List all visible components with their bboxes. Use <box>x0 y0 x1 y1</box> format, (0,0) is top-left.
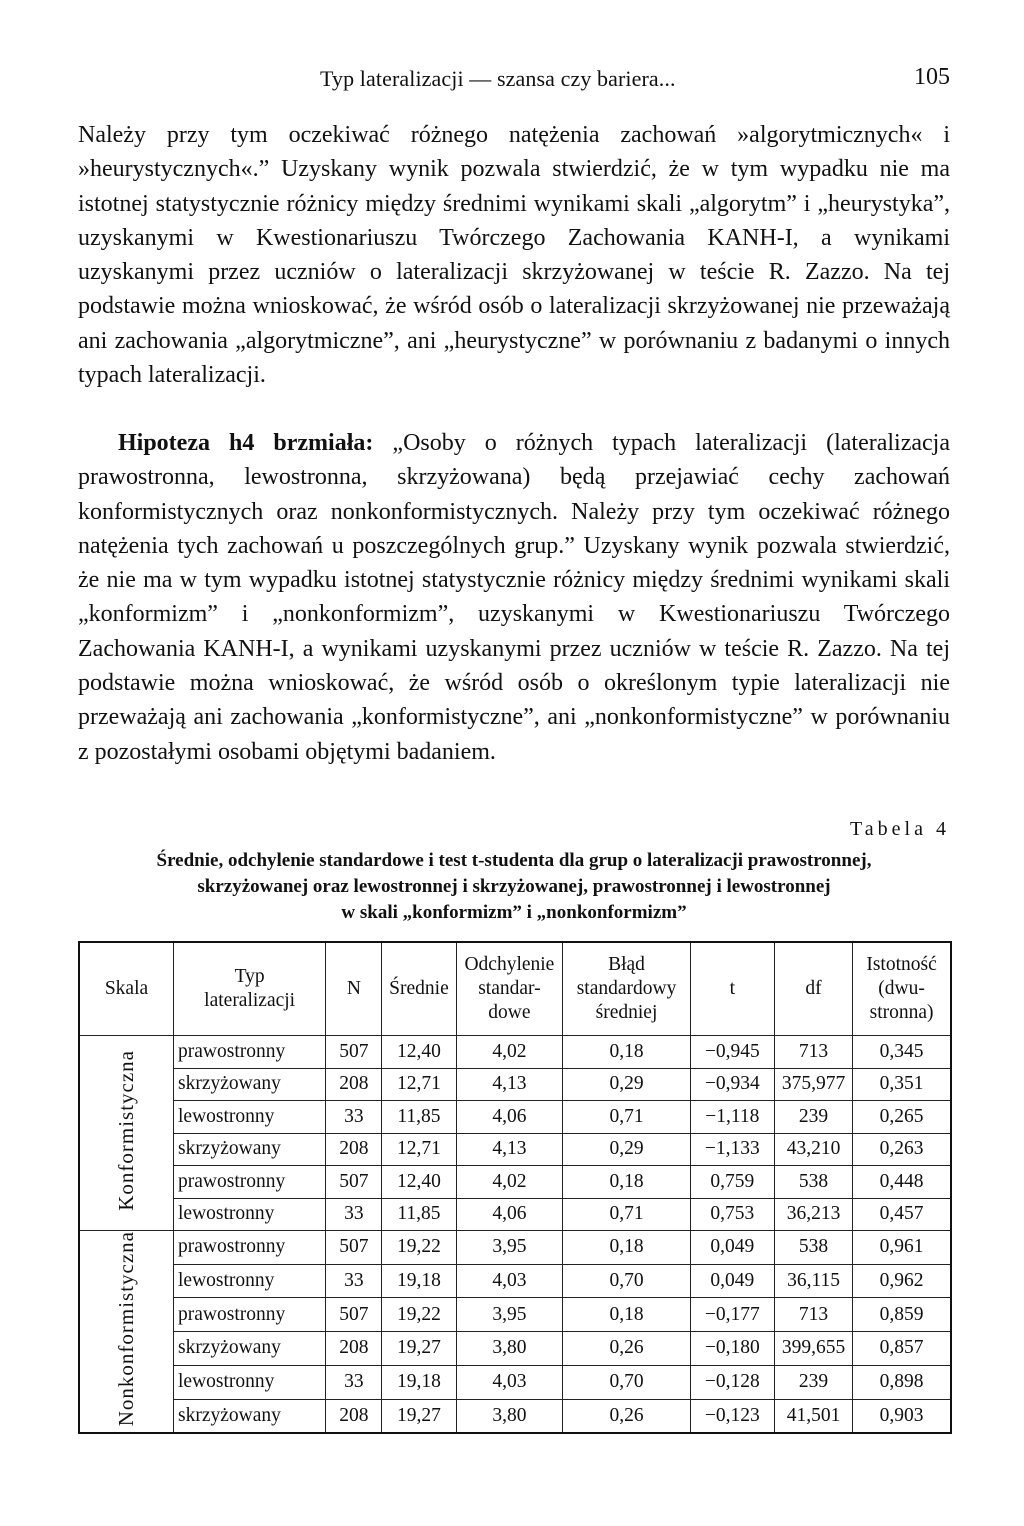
header-srednie: Średnie <box>382 942 456 1036</box>
cell-t: −0,945 <box>690 1036 774 1069</box>
cell-n: 507 <box>326 1231 382 1265</box>
cell-significance: 0,457 <box>853 1198 951 1231</box>
cell-type: lewostronny <box>174 1264 326 1298</box>
statistics-table <box>78 941 952 1434</box>
cell-mean: 19,22 <box>382 1298 456 1332</box>
table-row <box>79 1166 951 1199</box>
header-n: N <box>326 942 382 1036</box>
cell-se: 0,26 <box>563 1399 690 1433</box>
hypothesis-label: Hipoteza h4 brzmiała: <box>118 430 374 456</box>
running-title: Typ lateralizacji — szansa czy bariera... <box>320 66 676 91</box>
cell-mean: 19,22 <box>382 1231 456 1265</box>
cell-n: 208 <box>326 1399 382 1433</box>
cell-n: 208 <box>326 1332 382 1366</box>
table-row <box>79 1399 951 1433</box>
table-row <box>79 1198 951 1231</box>
table-number: Tabela 4 <box>849 818 950 840</box>
cell-se: 0,29 <box>563 1133 690 1166</box>
cell-sd: 4,03 <box>456 1365 563 1399</box>
cell-se: 0,71 <box>563 1198 690 1231</box>
caption-line: w skali „konformizm” i „nonkonformizm” <box>341 902 687 923</box>
cell-significance: 0,857 <box>853 1332 951 1366</box>
cell-type: lewostronny <box>174 1365 326 1399</box>
cell-mean: 19,18 <box>382 1365 456 1399</box>
cell-n: 208 <box>326 1133 382 1166</box>
cell-mean: 19,27 <box>382 1399 456 1433</box>
cell-sd: 4,06 <box>456 1198 563 1231</box>
cell-significance: 0,448 <box>853 1166 951 1199</box>
cell-mean: 12,71 <box>382 1068 456 1101</box>
table-body <box>79 1036 951 1434</box>
caption-line: skrzyżowanej oraz lewostronnej i skrzyżowanej, prawostronnej i lewostronnej <box>197 876 831 897</box>
cell-sd: 3,80 <box>456 1332 563 1366</box>
caption-line: Średnie, odchylenie standardowe i test t-studenta dla grup o lateralizacji prawostronnej, <box>156 850 872 871</box>
table-caption <box>78 848 950 926</box>
header-istotnosc: Istotność (dwu- stronna) <box>853 942 951 1036</box>
cell-mean: 12,71 <box>382 1133 456 1166</box>
cell-df: 41,501 <box>774 1399 852 1433</box>
cell-t: −0,123 <box>690 1399 774 1433</box>
header-skala: Skala <box>79 942 174 1036</box>
cell-mean: 12,40 <box>382 1166 456 1199</box>
cell-df: 36,213 <box>774 1198 852 1231</box>
cell-t: −0,128 <box>690 1365 774 1399</box>
cell-t: −0,177 <box>690 1298 774 1332</box>
cell-n: 33 <box>326 1198 382 1231</box>
table-row <box>79 1036 951 1069</box>
cell-n: 33 <box>326 1101 382 1134</box>
table-row <box>79 1298 951 1332</box>
cell-t: −1,133 <box>690 1133 774 1166</box>
cell-type: skrzyżowany <box>174 1399 326 1433</box>
scale-label: Konformistyczna <box>114 1049 138 1211</box>
cell-type: skrzyżowany <box>174 1332 326 1366</box>
cell-df: 375,977 <box>774 1068 852 1101</box>
cell-t: −0,180 <box>690 1332 774 1366</box>
cell-t: 0,759 <box>690 1166 774 1199</box>
cell-se: 0,70 <box>563 1365 690 1399</box>
cell-t: 0,049 <box>690 1264 774 1298</box>
table-row <box>79 1133 951 1166</box>
cell-type: prawostronny <box>174 1166 326 1199</box>
cell-n: 507 <box>326 1298 382 1332</box>
cell-n: 208 <box>326 1068 382 1101</box>
paragraph-1: Należy przy tym oczekiwać różnego natężenia zachowań »algorytmicznych« i »heurystycznych«.” Uzyskany wynik pozwala stwierdzić, że w tym wypadku nie ma istotnej statystycznie różnicy między średnimi wynikami skali „algorytm” i „heurystyka”, uzyskanymi w Kwestionariuszu Twórczego Zachowania KANH-I, a wynikami uzyskanymi przez uczniów o lateralizacji skrzyżowanej w teście R. Zazzo. Na tej podstawie można wnioskować, że wśród osób o lateralizacji skrzyżowanej nie przeważają ani zachowania „algorytmiczne”, ani „heurystyczne” w porównaniu z badanymi o innych typach lateralizacji. <box>78 122 950 389</box>
cell-type: lewostronny <box>174 1101 326 1134</box>
cell-se: 0,26 <box>563 1332 690 1366</box>
cell-df: 538 <box>774 1166 852 1199</box>
cell-df: 239 <box>774 1365 852 1399</box>
table-row <box>79 1365 951 1399</box>
cell-se: 0,70 <box>563 1264 690 1298</box>
cell-t: −1,118 <box>690 1101 774 1134</box>
cell-significance: 0,263 <box>853 1133 951 1166</box>
cell-n: 507 <box>326 1166 382 1199</box>
cell-n: 507 <box>326 1036 382 1069</box>
cell-sd: 4,13 <box>456 1068 563 1101</box>
cell-significance: 0,962 <box>853 1264 951 1298</box>
page-number: 105 <box>914 64 950 90</box>
cell-type: prawostronny <box>174 1231 326 1265</box>
cell-sd: 4,13 <box>456 1133 563 1166</box>
header-typ: Typ lateralizacji <box>174 942 326 1036</box>
cell-df: 713 <box>774 1298 852 1332</box>
cell-t: 0,753 <box>690 1198 774 1231</box>
cell-mean: 11,85 <box>382 1198 456 1231</box>
cell-sd: 4,03 <box>456 1264 563 1298</box>
running-head <box>78 66 950 98</box>
cell-df: 239 <box>774 1101 852 1134</box>
cell-type: prawostronny <box>174 1298 326 1332</box>
cell-sd: 4,06 <box>456 1101 563 1134</box>
cell-type: skrzyżowany <box>174 1133 326 1166</box>
cell-significance: 0,903 <box>853 1399 951 1433</box>
cell-significance: 0,345 <box>853 1036 951 1069</box>
header-odchylenie: Odchylenie standar- dowe <box>456 942 563 1036</box>
cell-sd: 4,02 <box>456 1166 563 1199</box>
table-row <box>79 1231 951 1265</box>
cell-se: 0,18 <box>563 1231 690 1265</box>
cell-sd: 4,02 <box>456 1036 563 1069</box>
cell-mean: 11,85 <box>382 1101 456 1134</box>
cell-se: 0,18 <box>563 1298 690 1332</box>
cell-significance: 0,351 <box>853 1068 951 1101</box>
cell-df: 43,210 <box>774 1133 852 1166</box>
cell-se: 0,29 <box>563 1068 690 1101</box>
cell-significance: 0,961 <box>853 1231 951 1265</box>
table-row <box>79 1264 951 1298</box>
cell-type: lewostronny <box>174 1198 326 1231</box>
cell-se: 0,18 <box>563 1036 690 1069</box>
cell-df: 713 <box>774 1036 852 1069</box>
cell-sd: 3,95 <box>456 1298 563 1332</box>
cell-se: 0,18 <box>563 1166 690 1199</box>
table-row <box>79 1101 951 1134</box>
cell-mean: 19,27 <box>382 1332 456 1366</box>
cell-mean: 19,18 <box>382 1264 456 1298</box>
scale-group-cell <box>79 1231 174 1434</box>
cell-n: 33 <box>326 1365 382 1399</box>
cell-se: 0,71 <box>563 1101 690 1134</box>
cell-significance: 0,898 <box>853 1365 951 1399</box>
header-t: t <box>690 942 774 1036</box>
cell-mean: 12,40 <box>382 1036 456 1069</box>
header-df: df <box>774 942 852 1036</box>
cell-significance: 0,859 <box>853 1298 951 1332</box>
cell-type: skrzyżowany <box>174 1068 326 1101</box>
cell-df: 399,655 <box>774 1332 852 1366</box>
header-blad: Błąd standardowy średniej <box>563 942 690 1036</box>
cell-t: −0,934 <box>690 1068 774 1101</box>
paragraph-2-body: „Osoby o różnych typach lateralizacji (lateralizacja prawostronna, lewostronna, skrzyżowana) będą przejawiać cechy zachowań konformistycznych oraz nonkonformistycznych. Należy przy tym oczekiwać różnego natężenia tych zachowań u poszczególnych grup.” Uzyskany wynik pozwala stwierdzić, że nie ma w tym wypadku istotnej statystycznie różnicy między średnimi wynikami skali „konformizm” i „nonkonformizm”, uzyskanymi w Kwestionariuszu Twórczego Zachowania KANH-I, a wynikami uzyskanymi przez uczniów w teście R. Zazzo. Na tej podstawie można wnioskować, że wśród osób o określonym typie lateralizacji nie przeważają ani zachowania „konformistyczne”, ani „nonkonformistyczne” w porównaniu z pozostałymi osobami objętymi badaniem. <box>78 430 950 765</box>
paragraph-2 <box>78 426 950 769</box>
cell-t: 0,049 <box>690 1231 774 1265</box>
scale-group-cell <box>79 1036 174 1231</box>
cell-n: 33 <box>326 1264 382 1298</box>
cell-sd: 3,95 <box>456 1231 563 1265</box>
cell-type: prawostronny <box>174 1036 326 1069</box>
table-row <box>79 1332 951 1366</box>
cell-sd: 3,80 <box>456 1399 563 1433</box>
table-header-row <box>79 942 951 1036</box>
cell-significance: 0,265 <box>853 1101 951 1134</box>
scale-label: Nonkonformistyczna <box>114 1231 138 1427</box>
cell-df: 538 <box>774 1231 852 1265</box>
table-row <box>79 1068 951 1101</box>
cell-df: 36,115 <box>774 1264 852 1298</box>
